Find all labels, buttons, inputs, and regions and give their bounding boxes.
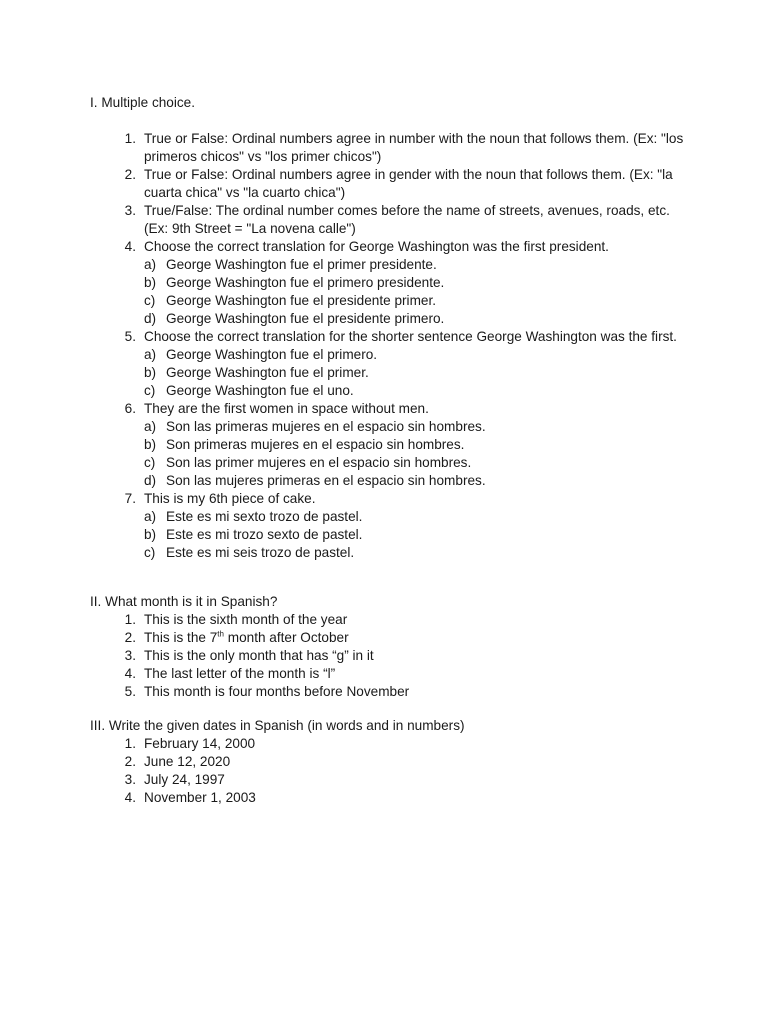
question-item <box>113 611 690 629</box>
question-number: 4. <box>124 790 136 805</box>
question-text: The last letter of the month is “l” <box>144 666 336 681</box>
question-text: This is the only month that has “g” in it <box>144 648 374 663</box>
question-body <box>144 400 690 490</box>
option-text: Este es mi sexto trozo de pastel. <box>166 509 363 524</box>
question-number: 2. <box>124 630 136 645</box>
question-text: They are the first women in space without men. <box>144 401 429 416</box>
answer-options <box>144 256 690 328</box>
option-text: George Washington fue el primer. <box>166 365 369 380</box>
answer-option <box>144 508 690 526</box>
question-text: This is the sixth month of the year <box>144 612 348 627</box>
option-letter: c) <box>144 293 156 308</box>
section-multiple-choice <box>90 94 690 562</box>
question-number: 1. <box>124 612 136 627</box>
question-body <box>144 328 690 400</box>
answer-option <box>144 544 690 562</box>
question-body <box>144 130 690 166</box>
question-number: 5. <box>124 329 136 344</box>
question-number: 2. <box>124 754 136 769</box>
option-text: George Washington fue el presidente primer. <box>166 293 437 308</box>
question-list <box>113 611 690 701</box>
answer-option <box>144 292 690 310</box>
ordinal-suffix: th <box>217 629 224 639</box>
question-number: 3. <box>124 203 136 218</box>
question-number: 3. <box>124 648 136 663</box>
answer-options <box>144 418 690 490</box>
option-letter: b) <box>144 275 157 290</box>
answer-option <box>144 364 690 382</box>
question-item <box>113 328 690 400</box>
answer-option <box>144 346 690 364</box>
question-item <box>113 735 690 753</box>
question-list <box>113 130 690 562</box>
question-text: November 1, 2003 <box>144 790 256 805</box>
option-letter: c) <box>144 545 156 560</box>
question-item <box>113 789 690 807</box>
question-text: July 24, 1997 <box>144 772 225 787</box>
option-text: George Washington fue el primero. <box>166 347 378 362</box>
question-item <box>113 629 690 647</box>
option-letter: c) <box>144 383 156 398</box>
option-letter: a) <box>144 419 157 434</box>
question-body <box>144 789 690 807</box>
question-text: June 12, 2020 <box>144 754 231 769</box>
option-text: Son las mujeres primeras en el espacio sin hombres. <box>166 473 486 488</box>
section-heading: I. Multiple choice. <box>90 95 196 110</box>
question-item <box>113 490 690 562</box>
option-letter: a) <box>144 257 157 272</box>
question-number: 1. <box>124 736 136 751</box>
question-list <box>113 735 690 807</box>
question-number: 5. <box>124 684 136 699</box>
question-number: 2. <box>124 167 136 182</box>
option-text: George Washington fue el primero presidente. <box>166 275 445 290</box>
question-item <box>113 400 690 490</box>
answer-option <box>144 310 690 328</box>
section-heading: II. What month is it in Spanish? <box>90 594 278 609</box>
option-text: George Washington fue el presidente primero. <box>166 311 445 326</box>
question-item <box>113 683 690 701</box>
option-text: George Washington fue el primer presidente. <box>166 257 437 272</box>
section-dates <box>90 717 690 807</box>
answer-options <box>144 346 690 400</box>
option-text: Este es mi trozo sexto de pastel. <box>166 527 363 542</box>
question-text-part: month after October <box>223 630 349 645</box>
question-item <box>113 771 690 789</box>
question-item <box>113 130 690 166</box>
question-body <box>144 490 690 562</box>
option-text: Este es mi seis trozo de pastel. <box>166 545 355 560</box>
question-body <box>144 665 690 683</box>
answer-option <box>144 454 690 472</box>
option-letter: b) <box>144 437 157 452</box>
question-text: Choose the correct translation for George Washington was the first president. <box>144 239 609 254</box>
question-body <box>144 735 690 753</box>
question-text: February 14, 2000 <box>144 736 256 751</box>
option-letter: a) <box>144 347 157 362</box>
question-item <box>113 665 690 683</box>
question-body <box>144 166 690 202</box>
option-text: George Washington fue el uno. <box>166 383 354 398</box>
option-letter: b) <box>144 365 157 380</box>
question-item <box>113 202 690 238</box>
answer-option <box>144 472 690 490</box>
option-letter: a) <box>144 509 157 524</box>
question-body <box>144 629 690 647</box>
section-heading: III. Write the given dates in Spanish (in words and in numbers) <box>90 718 465 733</box>
question-item <box>113 238 690 328</box>
question-item <box>113 166 690 202</box>
option-letter: b) <box>144 527 157 542</box>
question-item <box>113 753 690 771</box>
answer-option <box>144 436 690 454</box>
question-number: 1. <box>124 131 136 146</box>
question-body <box>144 611 690 629</box>
question-body <box>144 202 690 238</box>
question-number: 4. <box>124 239 136 254</box>
question-text <box>144 630 349 645</box>
section-months <box>90 593 690 701</box>
question-body <box>144 683 690 701</box>
question-number: 4. <box>124 666 136 681</box>
option-letter: d) <box>144 311 157 326</box>
question-text: True or False: Ordinal numbers agree in number with the noun that follows them. (Ex: "los primeros chicos" vs "los primer chicos") <box>144 131 684 164</box>
option-text: Son las primeras mujeres en el espacio sin hombres. <box>166 419 486 434</box>
answer-option <box>144 256 690 274</box>
answer-option <box>144 418 690 436</box>
option-text: Son primeras mujeres en el espacio sin hombres. <box>166 437 465 452</box>
question-number: 7. <box>124 491 136 506</box>
question-text: This month is four months before November <box>144 684 410 699</box>
answer-option <box>144 382 690 400</box>
option-text: Son las primer mujeres en el espacio sin hombres. <box>166 455 472 470</box>
question-item <box>113 647 690 665</box>
question-body <box>144 647 690 665</box>
answer-option <box>144 274 690 292</box>
option-letter: d) <box>144 473 157 488</box>
answer-option <box>144 526 690 544</box>
answer-options <box>144 508 690 562</box>
question-number: 6. <box>124 401 136 416</box>
question-text-part: This is the 7 <box>144 630 218 645</box>
question-text: True/False: The ordinal number comes before the name of streets, avenues, roads, etc. (Ex: 9th Street = "La novena calle") <box>144 203 670 236</box>
question-body <box>144 771 690 789</box>
question-text: Choose the correct translation for the shorter sentence George Washington was the first. <box>144 329 677 344</box>
question-text: True or False: Ordinal numbers agree in gender with the noun that follows them. (Ex: "la cuarta chica" vs "la cuarto chica") <box>144 167 673 200</box>
question-text: This is my 6th piece of cake. <box>144 491 316 506</box>
question-body <box>144 753 690 771</box>
question-number: 3. <box>124 772 136 787</box>
option-letter: c) <box>144 455 156 470</box>
question-body <box>144 238 690 328</box>
